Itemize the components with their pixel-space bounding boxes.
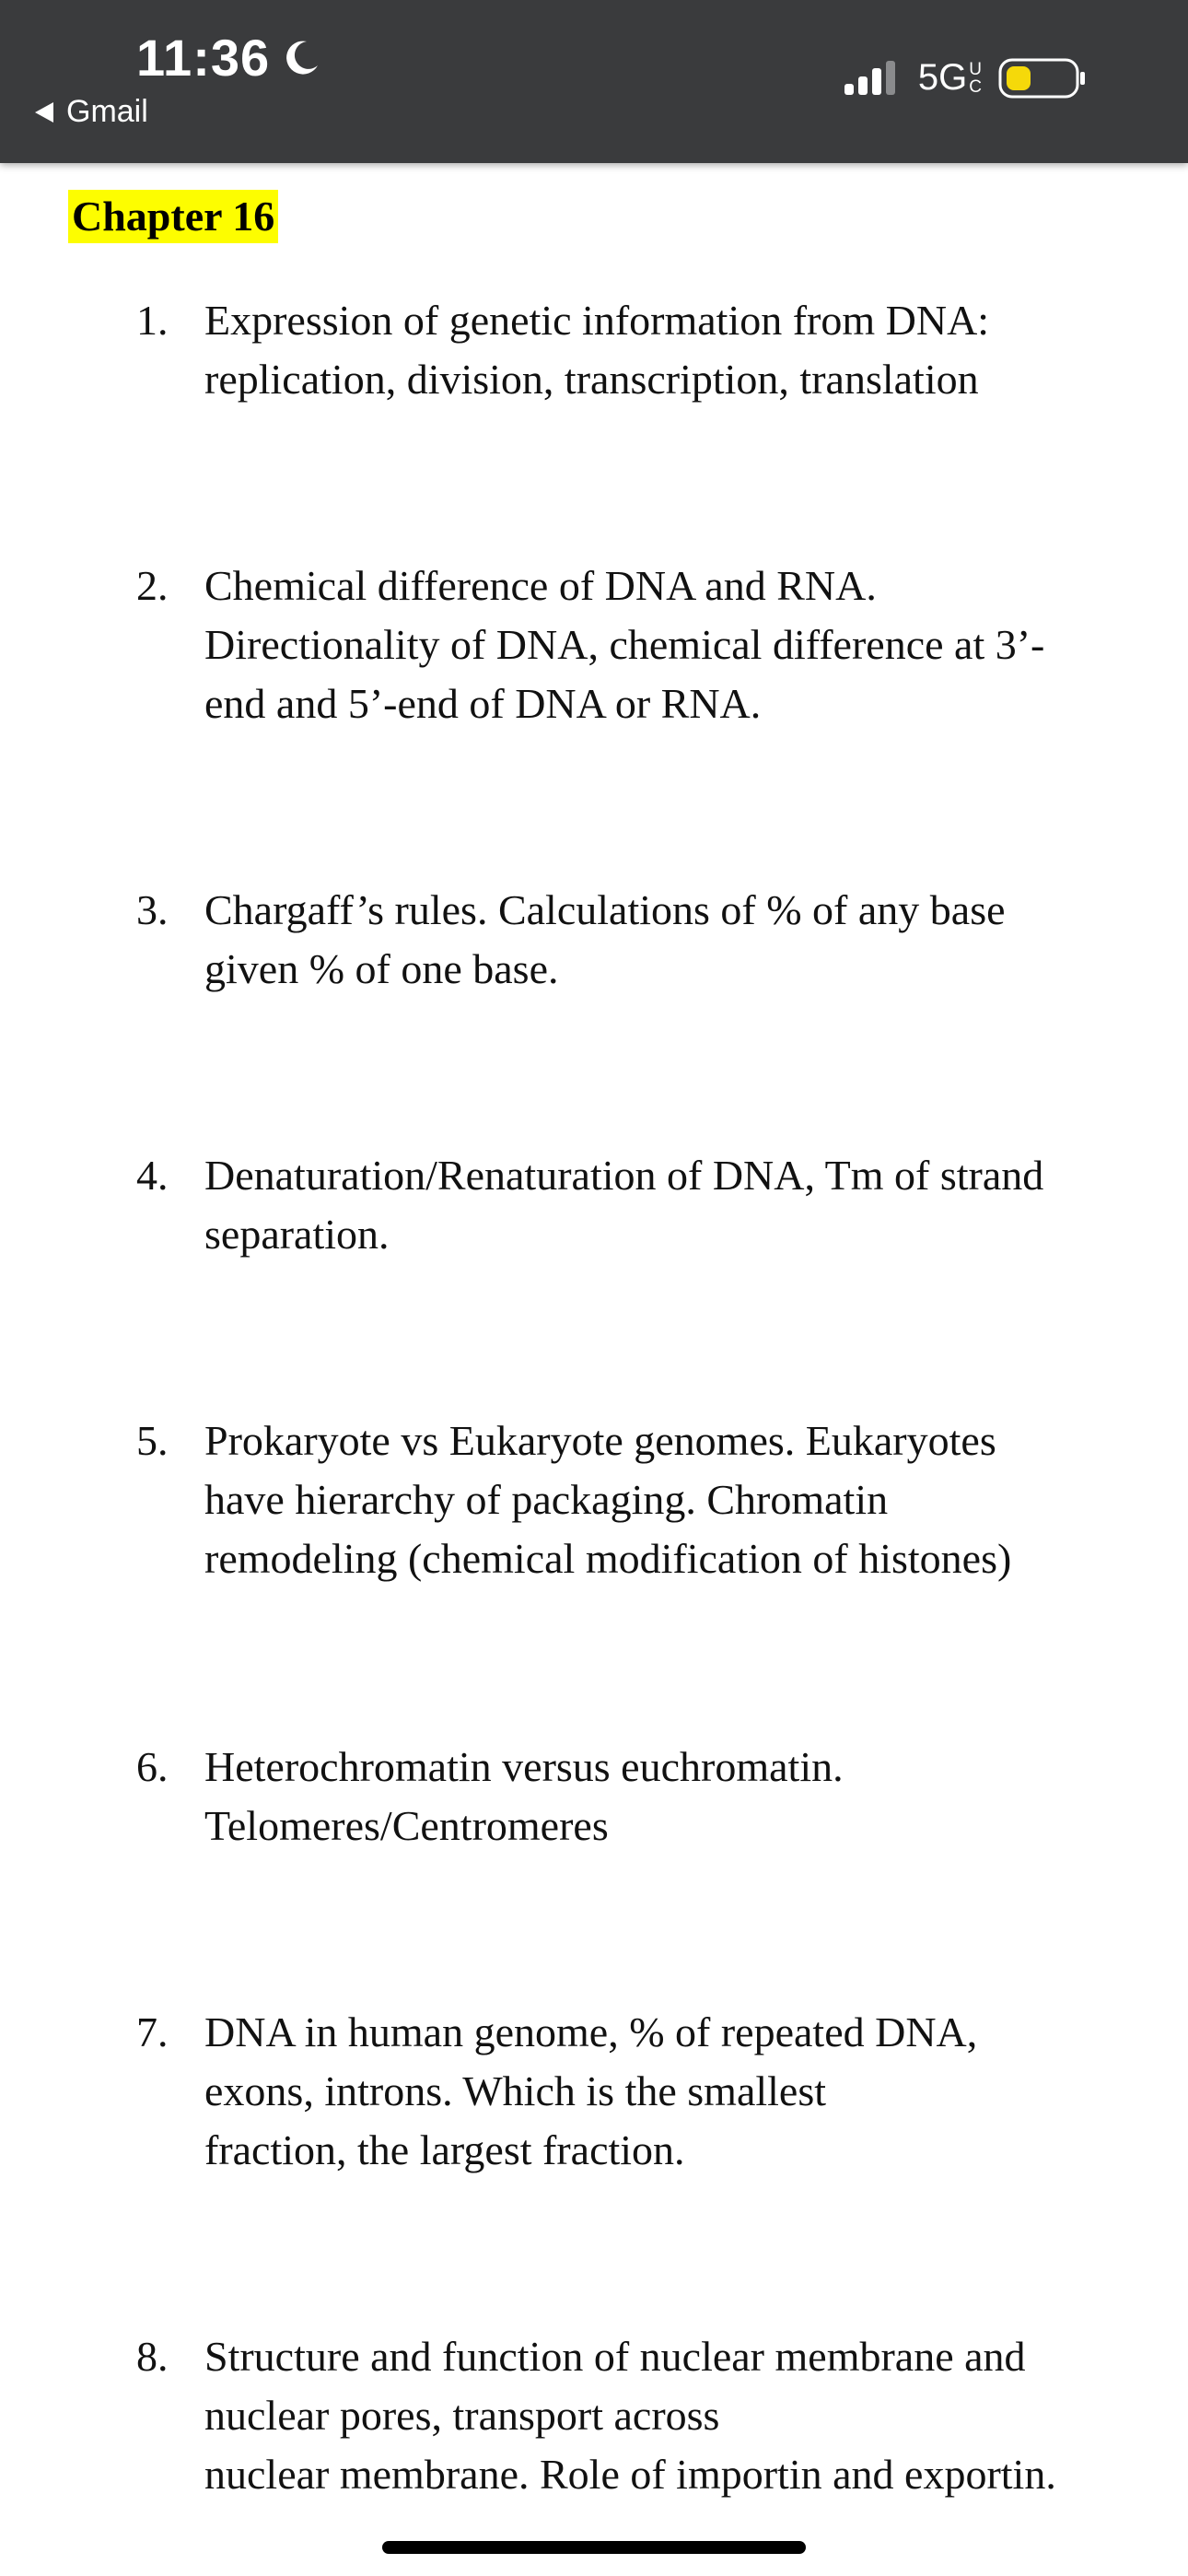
back-arrow-icon	[33, 100, 55, 124]
home-indicator[interactable]	[382, 2541, 806, 2554]
cellular-signal-icon	[843, 60, 902, 97]
network-suffix: U C	[969, 59, 982, 97]
item-number: 6.	[136, 1743, 169, 1790]
item-text: Chargaff’s rules. Calculations of % of any base given % of one base.	[204, 886, 1006, 992]
battery-icon	[998, 58, 1087, 99]
item-text: Denaturation/Renaturation of DNA, Tm of strand separation.	[204, 1152, 1044, 1258]
back-app-label: Gmail	[66, 94, 148, 129]
item-text: Expression of genetic information from DNA: replication, division, transcription, translation	[204, 297, 990, 403]
status-bar	[0, 0, 1188, 163]
item-text: Structure and function of nuclear membrane and nuclear pores, transport across nuclear membrane. Role of importin and exportin.	[204, 2333, 1056, 2498]
back-to-app-button[interactable]	[33, 94, 148, 130]
item-number: 5.	[136, 1417, 169, 1464]
item-text: DNA in human genome, % of repeated DNA, exons, introns. Which is the smallest fraction, the largest fraction.	[204, 2008, 978, 2173]
item-text: Chemical difference of DNA and RNA. Directionality of DNA, chemical difference at 3’- end and 5’-end of DNA or RNA.	[204, 562, 1045, 727]
item-number: 2.	[136, 562, 169, 609]
item-text: Heterochromatin versus euchromatin. Telomeres/Centromeres	[204, 1743, 844, 1849]
item-text: Prokaryote vs Eukaryote genomes. Eukaryotes have hierarchy of packaging. Chromatin remodeling (chemical modification of histones)	[204, 1417, 1012, 1582]
moon-icon	[281, 38, 321, 78]
chapter-title: Chapter 16	[68, 190, 278, 243]
network-label: 5G	[917, 57, 968, 98]
network-type	[918, 57, 982, 99]
status-indicators	[843, 57, 1087, 99]
time-text: 11:36	[136, 29, 271, 87]
item-number: 7.	[136, 2008, 169, 2055]
status-time	[136, 28, 321, 88]
item-number: 3.	[136, 886, 169, 933]
item-number: 1.	[136, 297, 169, 344]
item-number: 8.	[136, 2333, 169, 2380]
item-number: 4.	[136, 1152, 169, 1199]
